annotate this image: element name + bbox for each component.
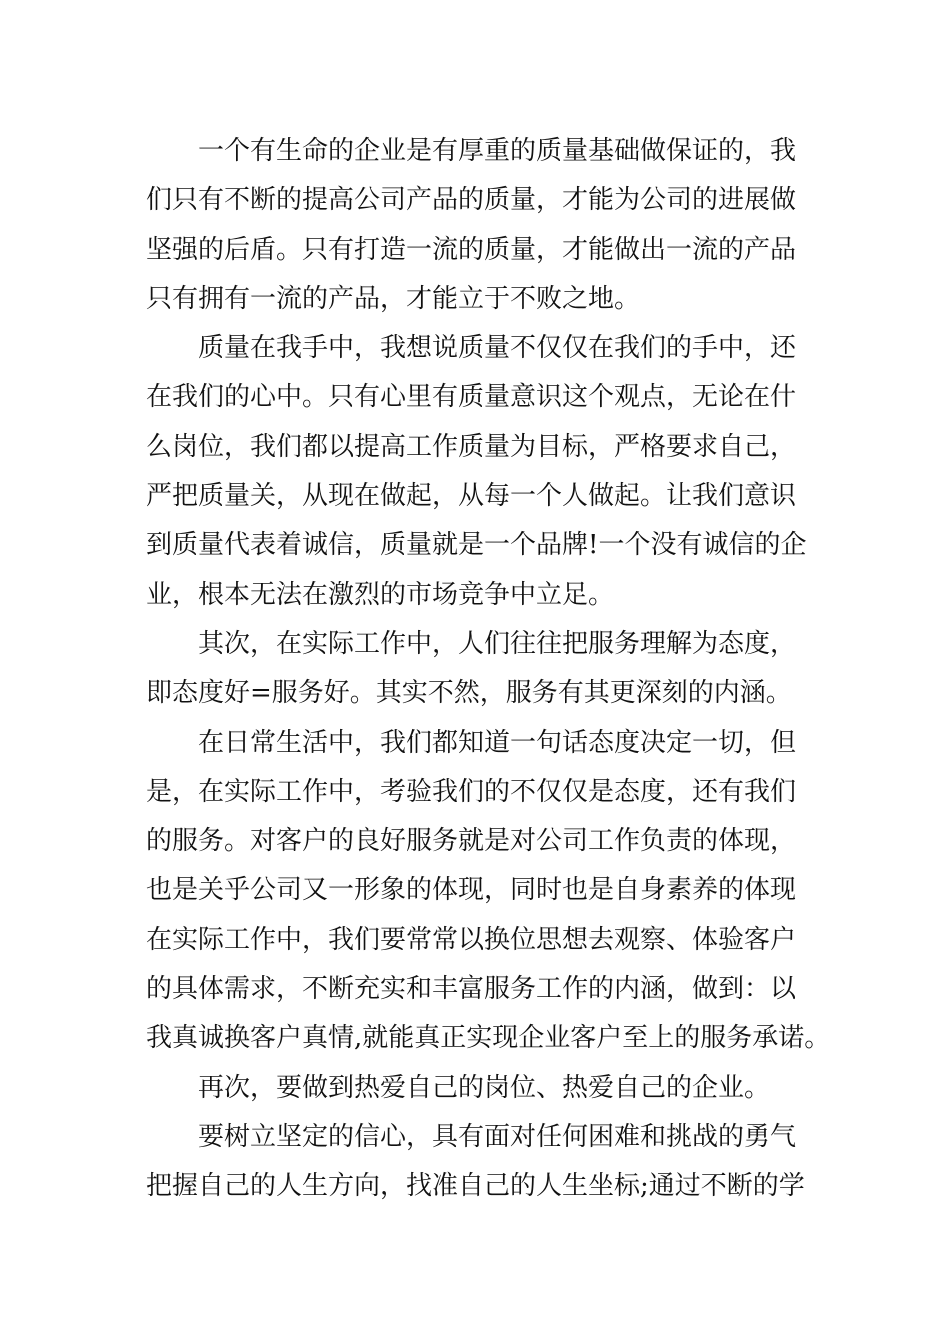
text-line: 们只有不断的提高公司产品的质量，才能为公司的进展做	[146, 185, 797, 216]
body-text	[146, 127, 831, 1212]
text-line: 坚强的后盾。只有打造一流的质量，才能做出一流的产品	[146, 234, 797, 265]
text-line: 也是关乎公司又一形象的体现，同时也是自身素养的体现	[146, 875, 797, 906]
text-line: 业，根本无法在激烈的市场竞争中立足。	[146, 579, 615, 610]
text-line: 其次，在实际工作中，人们往往把服务理解为态度，	[198, 628, 797, 659]
text-line: 再次，要做到热爱自己的岗位、热爱自己的企业。	[198, 1072, 771, 1103]
text-line: 是，在实际工作中，考验我们的不仅仅是态度，还有我们	[146, 776, 797, 807]
text-line: 在我们的心中。只有心里有质量意识这个观点，无论在什	[146, 382, 797, 413]
text-line: 在实际工作中，我们要常常以换位思想去观察、体验客户	[146, 924, 797, 955]
text-line: 要树立坚定的信心，具有面对任何困难和挑战的勇气	[198, 1121, 797, 1152]
text-line: 严把质量关，从现在做起，从每一个人做起。让我们意识	[146, 481, 797, 512]
text-line: 质量在我手中，我想说质量不仅仅在我们的手中，还	[198, 333, 797, 364]
text-line: 即态度好=服务好。其实不然，服务有其更深刻的内涵。	[146, 678, 792, 709]
text-line: 在日常生活中，我们都知道一句话态度决定一切，但	[198, 727, 797, 758]
text-line: 到质量代表着诚信，质量就是一个品牌!一个没有诚信的企	[146, 530, 807, 561]
text-line: 么岗位，我们都以提高工作质量为目标，严格要求自己，	[146, 431, 797, 462]
text-line: 的服务。对客户的良好服务就是对公司工作负责的体现，	[146, 826, 797, 857]
text-line: 我真诚换客户真情,就能真正实现企业客户至上的服务承诺。	[146, 1023, 831, 1054]
text-line: 的具体需求，不断充实和丰富服务工作的内涵，做到：以	[146, 974, 797, 1005]
text-line: 把握自己的人生方向，找准自己的人生坐标;通过不断的学	[146, 1171, 805, 1202]
text-line: 一个有生命的企业是有厚重的质量基础做保证的，我	[198, 136, 797, 166]
text-line: 只有拥有一流的产品，才能立于不败之地。	[146, 283, 641, 314]
